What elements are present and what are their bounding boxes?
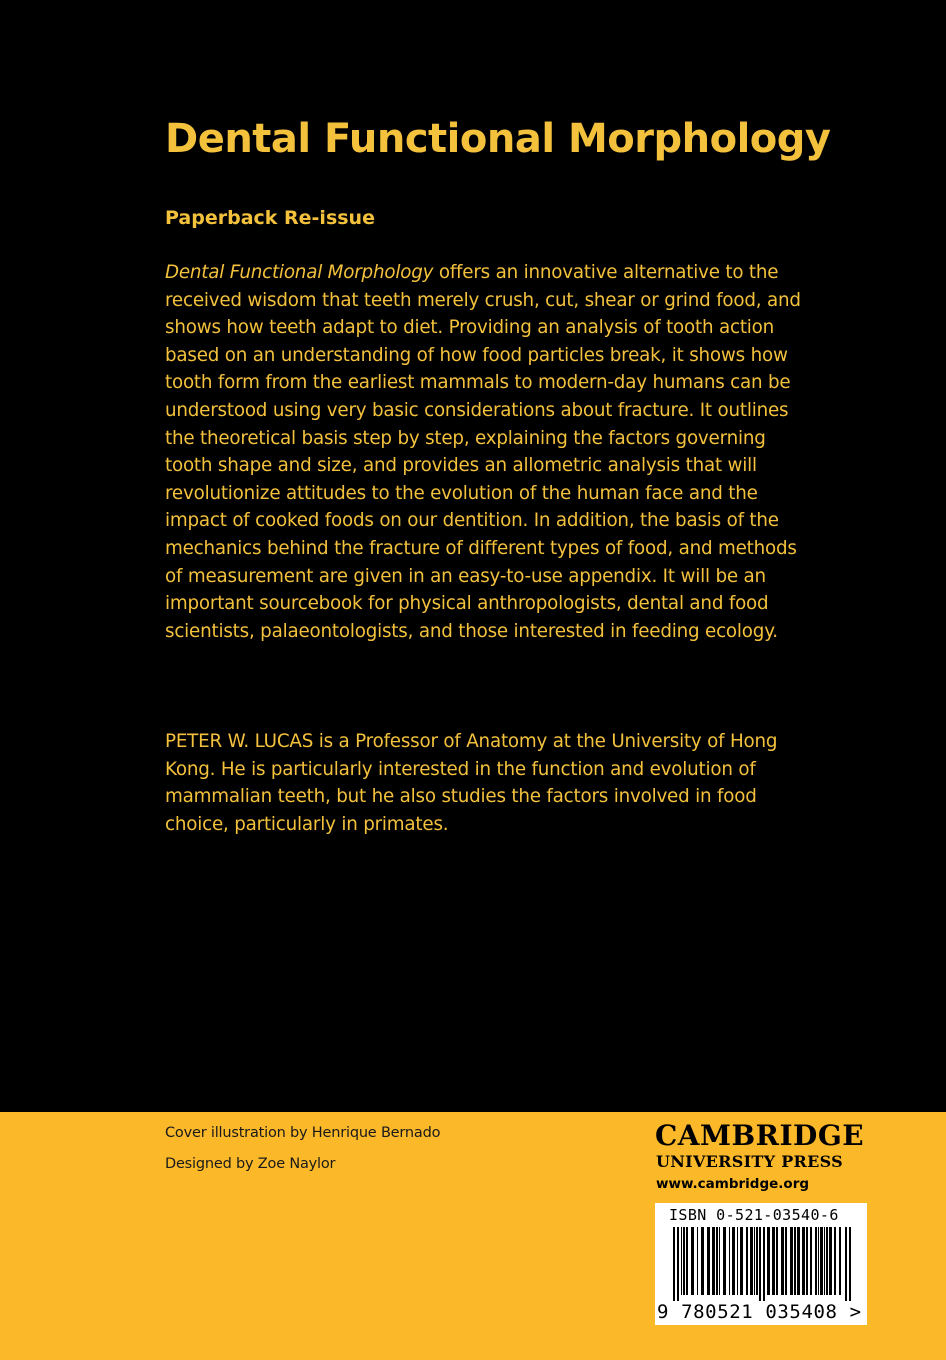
blurb-text: offers an innovative alternative to the received wisdom that teeth merely crush, cut, shear or grind food, and shows how teeth adapt to diet. Providing an analysis of tooth action based on an understanding of how food particles break, it shows how tooth form from the earliest mammals to modern-day humans can be understood using very basic considerations about fracture. It outlines the theoretical basis step by step, explaining the factors governing tooth shape and size, and provides an allometric analysis that will revolutionize attitudes to the evolution of the human face and the impact of cooked foods on our dentition. In addition, the basis of the mechanics behind the fracture of different types of food, and methods of measurement are given in an easy-to-use appendix. It will be an important sourcebook for physical anthropologists, dental and food scientists, palaeontologists, and those interested in feeding ecology. (165, 262, 801, 642)
barcode-bar (845, 1227, 847, 1301)
book-subtitle: Paperback Re-issue (165, 207, 375, 229)
barcode-bars (673, 1227, 853, 1301)
barcode-bar (697, 1227, 698, 1295)
barcode-bar (820, 1227, 823, 1295)
barcode-bar (797, 1227, 800, 1295)
publisher-subname: UNIVERSITY PRESS (656, 1152, 843, 1171)
barcode-bar (681, 1227, 682, 1295)
ean-number: 9 780521 035408 > (657, 1301, 862, 1323)
barcode-bar (737, 1227, 738, 1295)
barcode-bar (673, 1227, 675, 1301)
barcode-bar (732, 1227, 735, 1295)
barcode-bar (759, 1227, 761, 1301)
barcode-bar (707, 1227, 710, 1295)
barcode-bar (802, 1227, 805, 1295)
barcode-bar (790, 1227, 793, 1295)
isbn-label: ISBN 0-521-03540-6 (669, 1206, 839, 1224)
barcode-bar (781, 1227, 784, 1295)
barcode-bar (829, 1227, 832, 1295)
barcode-bar (723, 1227, 726, 1295)
barcode-box (655, 1203, 867, 1325)
barcode-bar (824, 1227, 825, 1295)
barcode-bar (691, 1227, 694, 1295)
barcode-bar (810, 1227, 812, 1295)
barcode-bar (686, 1227, 688, 1295)
publisher-name: CAMBRIDGE (655, 1119, 865, 1152)
barcode-bar (776, 1227, 778, 1295)
barcode-bar (754, 1227, 755, 1295)
barcode-bar (806, 1227, 808, 1295)
barcode-bar (794, 1227, 796, 1295)
barcode-bar (740, 1227, 743, 1295)
barcode-bar (677, 1227, 679, 1301)
barcode-bar (746, 1227, 748, 1295)
barcode-bar (701, 1227, 704, 1295)
barcode-bar (756, 1227, 758, 1295)
barcode-bar (716, 1227, 718, 1295)
barcode-bar (849, 1227, 851, 1301)
barcode-bar (729, 1227, 730, 1295)
barcode-bar (785, 1227, 787, 1295)
author-bio: PETER W. LUCAS is a Professor of Anatomy at the University of Hong Kong. He is particularly interested in the function and evolution of mammalian teeth, but he also studies the factors involved in food choice, particularly in primates. (165, 731, 778, 835)
barcode-bar (839, 1227, 841, 1295)
book-title: Dental Functional Morphology (165, 116, 831, 162)
barcode-bar (834, 1227, 836, 1295)
barcode-bar (818, 1227, 819, 1295)
barcode-bar (719, 1227, 720, 1295)
barcode-bar (683, 1227, 685, 1295)
publisher-url: www.cambridge.org (656, 1176, 810, 1192)
barcode-bar (826, 1227, 828, 1295)
barcode-bar (712, 1227, 715, 1295)
barcode-bar (750, 1227, 753, 1295)
design-credit: Designed by Zoe Naylor (165, 1156, 336, 1172)
blurb-book-title: Dental Functional Morphology (165, 262, 434, 283)
book-blurb (165, 259, 805, 645)
barcode-bar (767, 1227, 770, 1295)
barcode-bar (772, 1227, 775, 1295)
barcode-bar (815, 1227, 817, 1295)
illustration-credit: Cover illustration by Henrique Bernado (165, 1125, 441, 1141)
barcode-bar (763, 1227, 765, 1301)
